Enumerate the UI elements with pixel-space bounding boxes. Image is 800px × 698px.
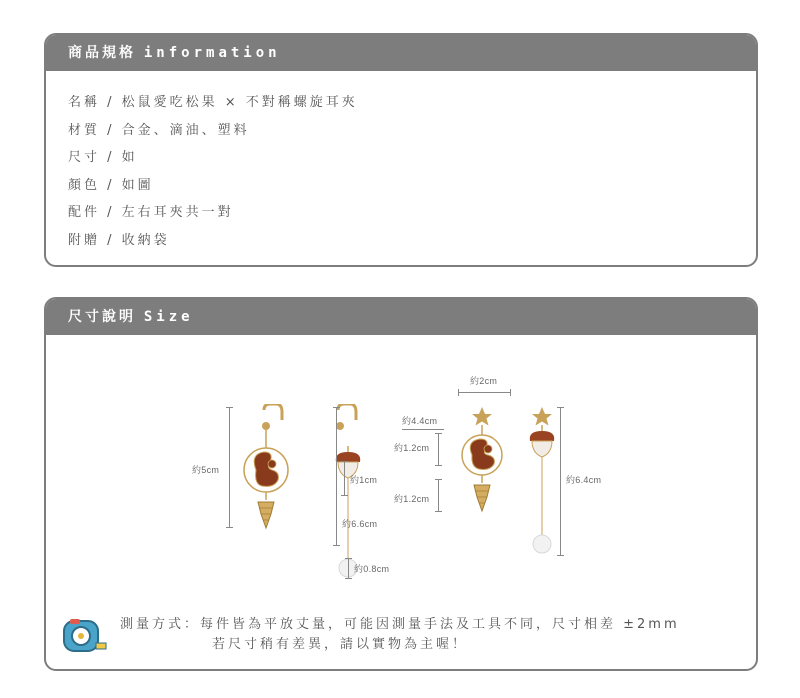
left-total-cap-top: [226, 407, 233, 408]
right-top-line: [402, 429, 444, 430]
right-total-cap-bottom: [557, 555, 564, 556]
measurement-note: [62, 615, 752, 659]
left-pearl-label: 約0.8cm: [354, 564, 390, 574]
spec-row-gift: 附贈 / 收納袋: [68, 232, 170, 248]
right-lower-label: 約1.2cm: [394, 494, 430, 504]
pinecone-icon: [474, 485, 490, 511]
right-lower-cap-bottom: [435, 511, 442, 512]
left-acorn-cap-top: [341, 461, 348, 462]
squirrel-icon: [470, 439, 494, 469]
left-acorn-line: [344, 461, 345, 495]
size-title-zh: 尺寸說明: [68, 309, 136, 325]
right-lower-cap-top: [435, 479, 442, 480]
left-chain-cap-top: [333, 407, 340, 408]
spec-card: [44, 33, 758, 267]
spec-row-name: 名稱 / 松鼠愛吃松果 × 不對稱螺旋耳夾: [68, 95, 358, 110]
spec-header: [46, 35, 756, 71]
right-total-line: [560, 407, 561, 555]
spec-list: [46, 71, 756, 254]
right-total-cap-top: [557, 407, 564, 408]
squirrel-icon: [254, 452, 278, 486]
right-top-label: 約4.4cm: [402, 416, 438, 426]
left-chain-line: [336, 407, 337, 545]
spec-title-zh: 商品規格: [68, 45, 136, 61]
left-total-label: 約5cm: [192, 465, 220, 475]
size-header: [46, 299, 756, 335]
pearl-icon: [533, 535, 551, 553]
left-pearl-cap-bottom: [345, 578, 352, 579]
pinecone-icon: [258, 502, 274, 528]
spec-row-color: 顏色 / 如圖: [68, 177, 154, 193]
right-width-line: [458, 392, 510, 393]
right-upper-label: 約1.2cm: [394, 443, 430, 453]
right-width-cap-left: [458, 389, 459, 396]
right-upper-cap-top: [435, 433, 442, 434]
left-acorn-label: 約1cm: [350, 475, 378, 485]
left-pearl-cap-top: [345, 558, 352, 559]
right-total-label: 約6.4cm: [566, 475, 602, 485]
left-pearl-line: [348, 558, 349, 578]
left-total-line: [229, 407, 230, 527]
right-upper-line: [438, 433, 439, 465]
tape-measure-icon: [62, 617, 108, 655]
note-text: [120, 615, 680, 655]
right-earring-pair: [454, 407, 574, 567]
star-icon: [532, 407, 552, 426]
spec-title-en: information: [143, 45, 281, 61]
left-chain-label: 約6.6cm: [342, 519, 378, 529]
spec-row-size: 尺寸 / 如: [68, 150, 138, 165]
note-line-2: 若尺寸稍有差異，請以實物為主喔！: [212, 637, 469, 652]
ear-clip-icon: [262, 404, 282, 448]
right-upper-cap-bottom: [435, 465, 442, 466]
note-line-1: 測量方式：每件皆為平放丈量，可能因測量手法及工具不同，尺寸相差 ±2mm: [120, 617, 680, 632]
acorn-icon: [530, 431, 555, 457]
right-lower-line: [438, 479, 439, 511]
right-width-cap-right: [510, 389, 511, 396]
left-acorn-cap-bottom: [341, 495, 348, 496]
left-total-cap-bottom: [226, 527, 233, 528]
left-chain-cap-bottom: [333, 545, 340, 546]
spec-row-accessories: 配件 / 左右耳夾共一對: [68, 205, 234, 220]
size-title-en: Size: [143, 309, 194, 325]
size-card: [44, 297, 758, 671]
right-width-label: 約2cm: [470, 376, 498, 386]
spec-row-material: 材質 / 合金、滴油、塑料: [68, 122, 250, 138]
star-icon: [472, 407, 492, 426]
